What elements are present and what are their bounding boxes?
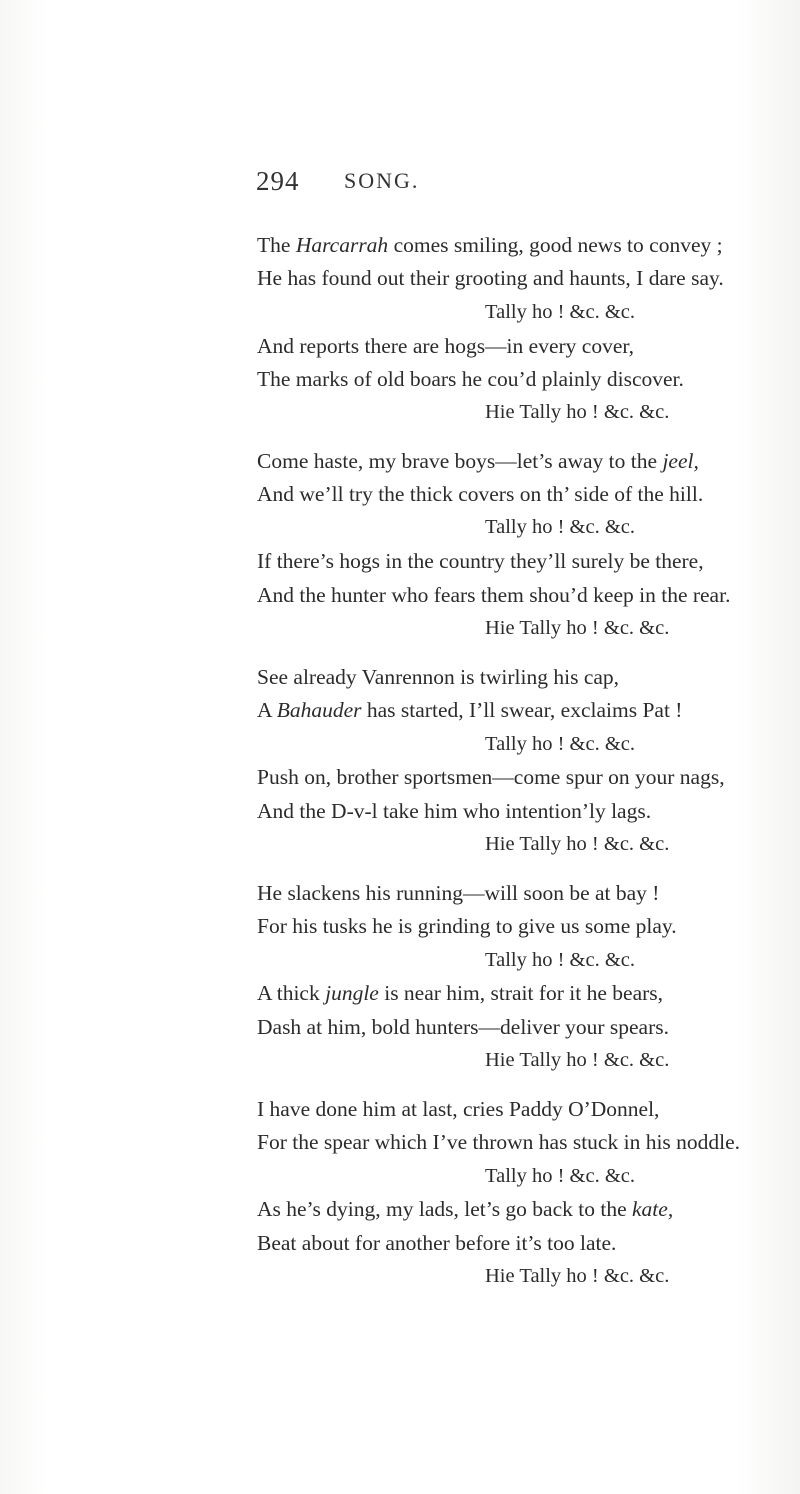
poem-line: And reports there are hogs—in every cover, xyxy=(257,334,635,358)
refrain-line: Hie Tally ho ! &c. &c. xyxy=(485,1265,670,1287)
poem-line: For the spear which I’ve thrown has stuck in his noddle. xyxy=(257,1130,741,1154)
poem-line: A thick jungle is near him, strait for it he bears, xyxy=(257,981,664,1005)
refrain-line: Hie Tally ho ! &c. &c. xyxy=(485,833,670,855)
refrain-line: Hie Tally ho ! &c. &c. xyxy=(485,401,670,423)
poem-line: As he’s dying, my lads, let’s go back to the kate, xyxy=(257,1197,674,1221)
poem-line: He has found out their grooting and haunts, I dare say. xyxy=(257,266,724,290)
refrain-line: Tally ho ! &c. &c. xyxy=(485,949,635,971)
refrain-line: Hie Tally ho ! &c. &c. xyxy=(485,1049,670,1071)
refrain-line: Tally ho ! &c. &c. xyxy=(485,733,635,755)
poem-line: The Harcarrah comes smiling, good news to convey ; xyxy=(257,233,723,257)
page-number: 294 xyxy=(256,166,300,196)
poem-line: Beat about for another before it’s too late. xyxy=(257,1231,617,1255)
poem-line: A Bahauder has started, I’ll swear, exclaims Pat ! xyxy=(257,698,683,722)
running-title: SONG. xyxy=(344,168,420,193)
refrain-line: Tally ho ! &c. &c. xyxy=(485,516,635,538)
refrain-line: Hie Tally ho ! &c. &c. xyxy=(485,617,670,639)
refrain-line: Tally ho ! &c. &c. xyxy=(485,301,635,323)
poem-line: And the D-v-l take him who intention’ly lags. xyxy=(257,799,652,823)
poem-line: And the hunter who fears them shou’d keep in the rear. xyxy=(257,583,731,607)
poem-line: See already Vanrennon is twirling his cap, xyxy=(257,665,620,689)
poem-line: He slackens his running—will soon be at bay ! xyxy=(257,881,660,905)
poem-line: Come haste, my brave boys—let’s away to the jeel, xyxy=(257,449,699,473)
poem-line: And we’ll try the thick covers on th’ side of the hill. xyxy=(257,482,704,506)
poem-line: I have done him at last, cries Paddy O’Donnel, xyxy=(257,1097,660,1121)
poem-line: Push on, brother sportsmen—come spur on your nags, xyxy=(257,765,725,789)
poem-line: If there’s hogs in the country they’ll surely be there, xyxy=(257,549,704,573)
page-header xyxy=(256,166,506,196)
poem-line: The marks of old boars he cou’d plainly discover. xyxy=(257,367,684,391)
poem-line: For his tusks he is grinding to give us some play. xyxy=(257,914,677,938)
refrain-line: Tally ho ! &c. &c. xyxy=(485,1165,635,1187)
poem-line: Dash at him, bold hunters—deliver your spears. xyxy=(257,1015,669,1039)
